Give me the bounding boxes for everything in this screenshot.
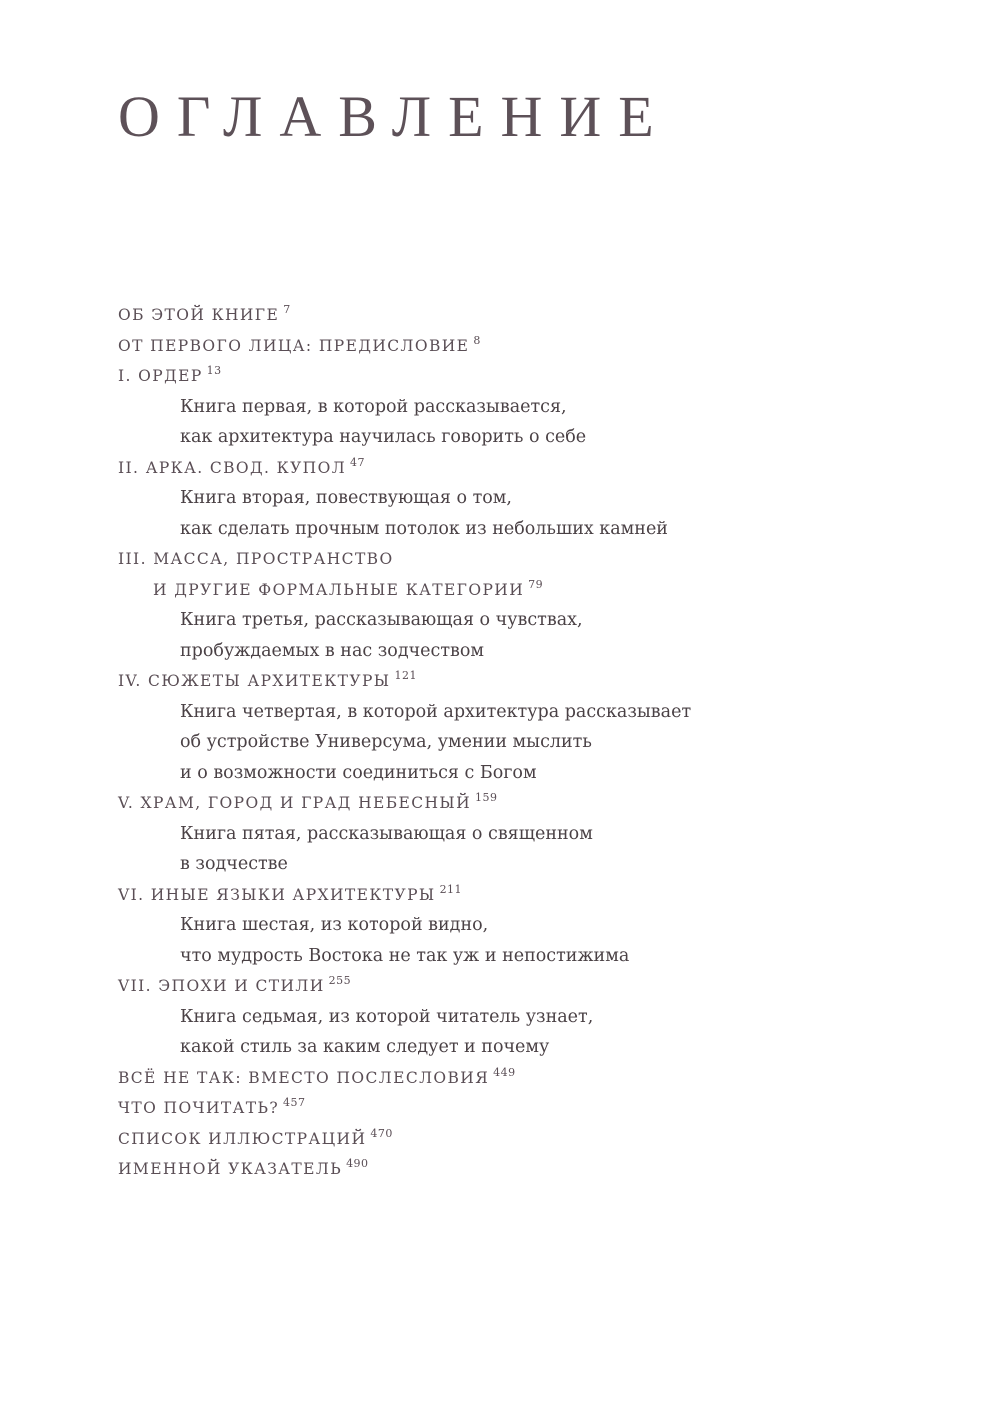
toc-page-number: 211 (439, 882, 463, 896)
toc-chapter-description: какой стиль за каким следует и почему (180, 1037, 550, 1057)
toc-entry-title: II. АРКА. СВОД. КУПОЛ (118, 458, 347, 477)
toc-chapter-description: Книга пятая, рассказывающая о священном (180, 823, 593, 844)
toc-chapter-description: как архитектура научилась говорить о себе (180, 427, 587, 447)
toc-entry-title: ЧТО ПОЧИТАТЬ? (118, 1099, 280, 1117)
toc-chapter-description: Книга вторая, повествующая о том, (180, 488, 512, 508)
toc-chapter-description: Книга третья, рассказывающая о чувствах, (180, 610, 583, 630)
toc-entry-preface[interactable] (118, 331, 898, 362)
toc-page-number: 8 (473, 333, 481, 347)
toc-entry-chapter-6[interactable] (118, 880, 898, 911)
toc-entry-reading[interactable] (118, 1093, 898, 1124)
toc-page-number: 449 (493, 1065, 516, 1079)
toc-page-number: 121 (394, 669, 417, 682)
toc-entry-chapter-5[interactable] (118, 788, 898, 819)
toc-entry-chapter-2[interactable] (118, 453, 898, 484)
toc-chapter-description: как сделать прочным потолок из небольших камней (180, 518, 668, 539)
toc-chapter-description: пробуждаемых в нас зодчеством (180, 640, 485, 661)
toc-entry-about[interactable] (118, 300, 898, 331)
toc-entry-chapter-4[interactable] (118, 666, 898, 697)
toc-entry-chapter-3[interactable] (118, 544, 898, 575)
toc-entry-title: ИМЕННОЙ УКАЗАТЕЛЬ (118, 1160, 343, 1178)
toc-page-number: 490 (346, 1157, 369, 1170)
toc-entry-title: IV. СЮЖЕТЫ АРХИТЕКТУРЫ (118, 672, 391, 690)
toc-entry-title: ВСЁ НЕ ТАК: ВМЕСТО ПОСЛЕСЛОВИЯ (118, 1068, 490, 1087)
toc-entry-title: VII. ЭПОХИ И СТИЛИ (118, 977, 325, 995)
toc-entry-afterword[interactable] (118, 1063, 898, 1094)
toc-entry-title: ОТ ПЕРВОГО ЛИЦА: ПРЕДИСЛОВИЕ (118, 336, 470, 355)
toc-entry-title: I. ОРДЕР (118, 367, 203, 385)
toc-chapter-description: Книга седьмая, из которой читатель узнает, (180, 1006, 594, 1027)
toc-chapter-description: Книга шестая, из которой видно, (180, 915, 489, 935)
toc-page-number: 159 (474, 791, 498, 804)
toc-entry-illustrations[interactable] (118, 1124, 898, 1155)
toc-chapter-description: в зодчестве (180, 854, 288, 874)
toc-entry-title: V. ХРАМ, ГОРОД И ГРАД НЕБЕСНЫЙ (118, 794, 471, 812)
toc-entry-title: СПИСОК ИЛЛЮСТРАЦИЙ (118, 1129, 367, 1148)
toc-page-number: 47 (350, 455, 366, 469)
toc-page-number: 255 (328, 974, 352, 987)
toc-page-number: 457 (283, 1096, 306, 1109)
table-of-contents (118, 300, 898, 1185)
toc-entry-chapter-7[interactable] (118, 971, 898, 1002)
toc-entry-title: ОБ ЭТОЙ КНИГЕ (118, 306, 280, 324)
toc-page-number: 79 (528, 577, 544, 591)
toc-entry-index[interactable] (118, 1154, 898, 1185)
page-title: ОГЛАВЛЕНИЕ (118, 84, 671, 149)
toc-chapter-description: и о возможности соединиться с Богом (180, 762, 537, 783)
toc-page-number: 7 (283, 303, 291, 316)
toc-page-number: 470 (370, 1126, 393, 1140)
toc-entry-chapter-1[interactable] (118, 361, 898, 392)
toc-chapter-description: Книга первая, в которой рассказывается, (180, 396, 567, 417)
toc-chapter-description: об устройстве Универсума, умении мыслить (180, 732, 592, 752)
toc-entry-title: И ДРУГИЕ ФОРМАЛЬНЫЕ КАТЕГОРИИ (153, 580, 525, 599)
toc-page-number: 13 (206, 364, 222, 377)
toc-entry-title: VI. ИНЫЕ ЯЗЫКИ АРХИТЕКТУРЫ (118, 885, 436, 904)
toc-entry-title: III. МАССА, ПРОСТРАНСТВО (118, 550, 394, 568)
toc-chapter-description: что мудрость Востока не так уж и непостижима (180, 945, 630, 966)
toc-entry-chapter-3-continued[interactable] (118, 575, 898, 606)
toc-chapter-description: Книга четвертая, в которой архитектура рассказывает (180, 701, 692, 722)
